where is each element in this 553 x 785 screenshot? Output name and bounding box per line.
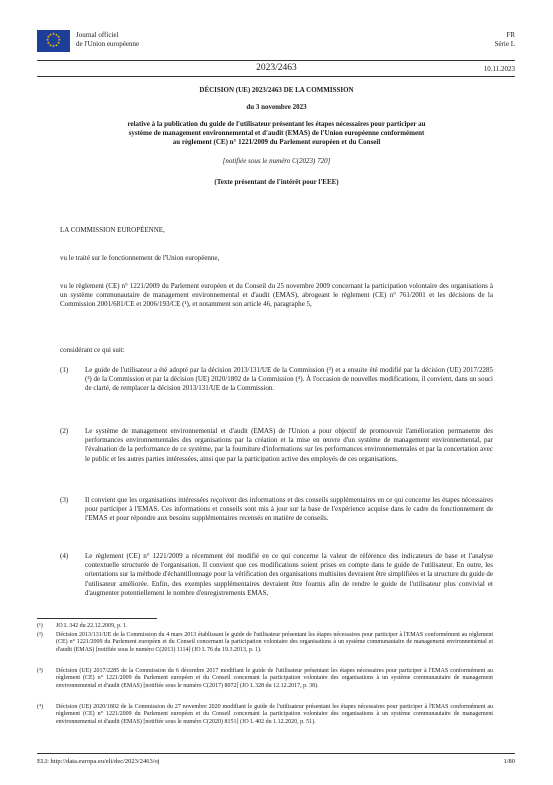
footer-divider (37, 753, 515, 754)
recital-number: (3) (60, 496, 69, 504)
recital-text: Il convient que les organisations intéressées reçoivent des informations et des conseils supplémentaires en ce qui concerne les étapes nécessaires pour participer à l'EMAS. Ces informations et conseils sont mis à jour sur la base de l'expérience acquise dans le cadre du fonctionnement de l'EMAS et pour répondre aux besoins supplémentaires recensés en matière de conseils. (85, 496, 493, 523)
publication-date: 10.11.2023 (483, 65, 515, 73)
recital-number: (1) (60, 366, 69, 374)
footnote-text: JO L 342 du 22.12.2009, p. 1. (56, 623, 128, 629)
svg-text:★: ★ (51, 44, 56, 49)
footnote-text: Décision 2013/131/UE de la Commission du 4 mars 2013 établissant le guide de l'utilisateur présentant les étapes nécessaires pour participer à l'EMAS conformément au règlement (CE) n° 1221/2009 du Parlement européen et du Conseil concernant la participation volontaire des organisations à un système communautaire de management environnemental et d'audit (EMAS) [notifiée sous le numéro C(2013) 1114] (JO L 76 du 19.3.2013, p. 1). (56, 632, 493, 653)
recital-text: Le règlement (CE) n° 1221/2009 a récemment été modifié en ce qui concerne la valeur de référence des indicateurs de base et l'analyse contextuelle structurée de l'organisation. Il convient que ces modifications soient prises en compte dans le guide de l'utilisateur. En outre, les orientations sur la méthode d'échantillonnage pour la vérification des organisations multisites devraient être simplifiées et la structure du guide de l'utilisateur améliorée. Enfin, des exemples supplémentaires devraient être fournis afin de rendre le guide de l'utilisateur plus convivial et d'augmenter potentiellement le nombre d'enregistrements EMAS, (85, 552, 493, 597)
page-number: 1/80 (503, 758, 515, 765)
eea-relevance: (Texte présentant de l'intérêt pour l'EEE) (214, 178, 339, 186)
subject-line-3: au règlement (CE) n° 1221/2009 du Parlement européen et du Conseil (172, 138, 381, 147)
svg-text:★: ★ (46, 41, 51, 46)
footnote-mark: (⁴) (37, 704, 44, 710)
decision-title: DÉCISION (UE) 2023/2463 DE LA COMMISSION (199, 86, 354, 94)
citation-regulation: vu le règlement (CE) n° 1221/2009 du Parlement européen et du Conseil du 25 novembre 2009 concernant la participation volontaire des organisations à un système communautaire de management environnemental et d'audit (EMAS), abrogeant le règlement (CE) n° 761/2001 et les décisions de la Commission 2001/681/CE et 2006/193/CE (¹), et notamment son article 46, paragraphe 5, (60, 282, 493, 309)
decision-date: du 3 novembre 2023 (246, 103, 307, 111)
series-label: Série L (494, 40, 515, 48)
notification-number: [notifiée sous le numéro C(2023) 720] (222, 157, 331, 165)
footnote-text: Décision (UE) 2020/1802 de la Commission du 27 novembre 2020 modifiant le guide de l'utilisateur présentant les étapes nécessaires pour participer à l'EMAS conformément au règlement (CE) n° 1221/2009 du Parlement européen et du Conseil concernant la participation volontaire des organisations à un système communautaire de management environnemental et d'audit (EMAS) [notifiée sous le numéro C(2020) 8151] (JO L 402 du 1.12.2020, p. 51). (56, 704, 493, 725)
footnote-mark: (¹) (37, 623, 43, 629)
header-divider-2 (37, 76, 515, 77)
svg-text:★: ★ (54, 43, 59, 48)
recital-text: Le guide de l'utilisateur a été adopté par la décision 2013/131/UE de la Commission (²) et a ensuite été modifié par la décision (UE) 2017/2285 (³) de la Commission et par la décision (UE) 2020/1802 de la Commission (⁴). À l'occasion de nouvelles modifications, il convient, dans un souci de clarté, de remplacer la décision 2013/131/UE de la Commission. (85, 366, 493, 393)
eu-flag-logo (37, 30, 70, 52)
subject-line-2: système de management environnemental et d'audit (EMAS) de l'Union européenne conformément (128, 129, 425, 138)
recital-text: Le système de management environnemental et d'audit (EMAS) de l'Union a pour objectif de promouvoir l'amélioration permanente des performances environnementales des organisations par la création et la mise en œuvre d'un système de management environnemental, par l'évaluation de la performance de ce système, par la fourniture d'informations sur les performances environnementales et par la concertation avec le public et les autres parties intéressées, ainsi que par la participation active des employés de ces organisations. (85, 427, 493, 463)
journal-line-2: de l'Union européenne (76, 40, 140, 48)
journal-title (76, 31, 139, 49)
whereas-heading: considérant ce qui suit: (60, 346, 125, 354)
footnote-text: Décision (UE) 2017/2285 de la Commission du 6 décembre 2017 modifiant le guide de l'utilisateur présentant les étapes nécessaires pour participer à l'EMAS conformément au règlement (CE) n° 1221/2009 du Parlement européen et du Conseil concernant la participation volontaire des organisations à un système communautaire de management environnemental et d'audit (EMAS) [notifiée sous le numéro C(2017) 8072] (JO L 328 du 12.12.2017, p. 38). (56, 668, 493, 689)
recital-number: (4) (60, 552, 69, 560)
svg-text:★: ★ (54, 33, 59, 37)
svg-text:★: ★ (45, 38, 50, 43)
svg-text:★: ★ (57, 38, 62, 43)
footnote-separator (37, 618, 157, 619)
citation-treaty: vu le traité sur le fonctionnement de l'Union européenne, (60, 254, 220, 262)
commission-heading: LA COMMISSION EUROPÉENNE, (60, 226, 165, 234)
svg-text:★: ★ (48, 43, 53, 48)
doc-number: 2023/2463 (256, 63, 297, 73)
series-info (495, 31, 515, 49)
svg-text:★: ★ (56, 35, 61, 40)
footnote-mark: (³) (37, 668, 43, 674)
decision-subject (60, 120, 493, 148)
svg-text:★: ★ (48, 33, 53, 37)
svg-text:★: ★ (51, 32, 56, 37)
eli-link[interactable]: ELI: http://data.europa.eu/eli/dec/2023/2463/oj (37, 758, 160, 765)
header-divider (37, 60, 515, 61)
language-code: FR (506, 31, 515, 39)
recital-number: (2) (60, 427, 69, 435)
subject-line-1: relative à la publication du guide de l'utilisateur présentant les étapes nécessaires pour participer au (127, 120, 426, 128)
journal-line-1: Journal officiel (76, 31, 119, 39)
footnote-mark: (²) (37, 632, 43, 638)
svg-text:★: ★ (46, 35, 51, 40)
svg-text:★: ★ (56, 41, 61, 46)
